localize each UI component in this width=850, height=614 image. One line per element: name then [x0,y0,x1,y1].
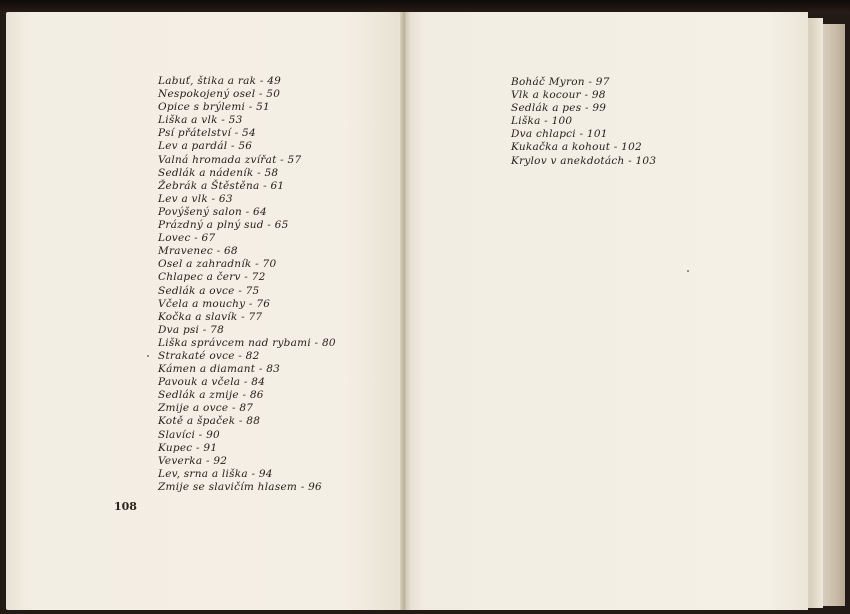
toc-entry: Nespokojený osel - 50 [158,88,281,101]
toc-entry: Pavouk a včela - 84 [158,376,266,389]
toc-entry: Labuť, štika a rak - 49 [158,75,282,87]
toc-entry: Valná hromada zvířat - 57 [158,153,302,166]
toc-entry: Psí přátelství - 54 [158,127,256,140]
toc-entry: Krylov v anekdotách - 103 [511,154,657,167]
toc-entry: Liška správcem nad rybami - 80 [158,336,336,349]
table-of-contents-right [511,76,656,168]
toc-entry: Povýšený salon - 64 [158,205,267,218]
toc-entry: Veverka - 92 [158,454,228,467]
toc-entry: Zmije se slavičím hlasem - 96 [158,480,322,493]
toc-entry: Sedlák a nádeník - 58 [158,166,279,179]
page-number: 108 [114,500,137,513]
toc-entry: Včela a mouchy - 76 [158,297,271,310]
toc-entry: Lev, srna a liška - 94 [158,467,273,480]
toc-entry: Lovec - 67 [158,232,216,245]
paper-speck [687,270,689,272]
toc-entry: Lev a vlk - 63 [158,192,233,205]
toc-entry: Liška - 100 [511,115,573,128]
toc-entry: Kámen a diamant - 83 [158,363,281,376]
paper-speck [147,355,149,357]
toc-entry: Chlapec a červ - 72 [158,271,266,284]
toc-entry: Sedlák a ovce - 75 [158,284,260,297]
toc-entry: Slavíci - 90 [158,428,220,441]
toc-entry: Kukačka a kohout - 102 [511,141,642,154]
toc-entry: Sedlák a zmije - 86 [158,389,264,402]
toc-entry: Opice s brýlemi - 51 [158,101,270,114]
toc-entry: Boháč Myron - 97 [511,76,610,88]
toc-entry: Kupec - 91 [158,441,218,454]
book-cover-edge [822,24,845,606]
toc-entry: Mravenec - 68 [158,245,238,258]
toc-entry: Kočka a slavík - 77 [158,310,263,323]
toc-entry: Vlk a kocour - 98 [511,89,606,102]
book-gutter [400,12,410,610]
toc-entry: Liška a vlk - 53 [158,114,243,127]
toc-entry: Sedlák a pes - 99 [511,102,607,115]
toc-entry: Strakaté ovce - 82 [158,349,260,362]
toc-entry: Kotě a špaček - 88 [158,415,261,428]
toc-entry: Dva chlapci - 101 [511,128,608,141]
toc-entry: Prázdný a plný sud - 65 [158,219,289,232]
toc-entry: Dva psi - 78 [158,323,224,336]
toc-entry: Lev a pardál - 56 [158,140,253,153]
toc-entry: Osel a zahradník - 70 [158,258,277,271]
toc-entry: Žebrák a Štěstěna - 61 [158,179,285,192]
toc-entry: Zmije a ovce - 87 [158,402,254,415]
table-of-contents-left [158,75,336,494]
